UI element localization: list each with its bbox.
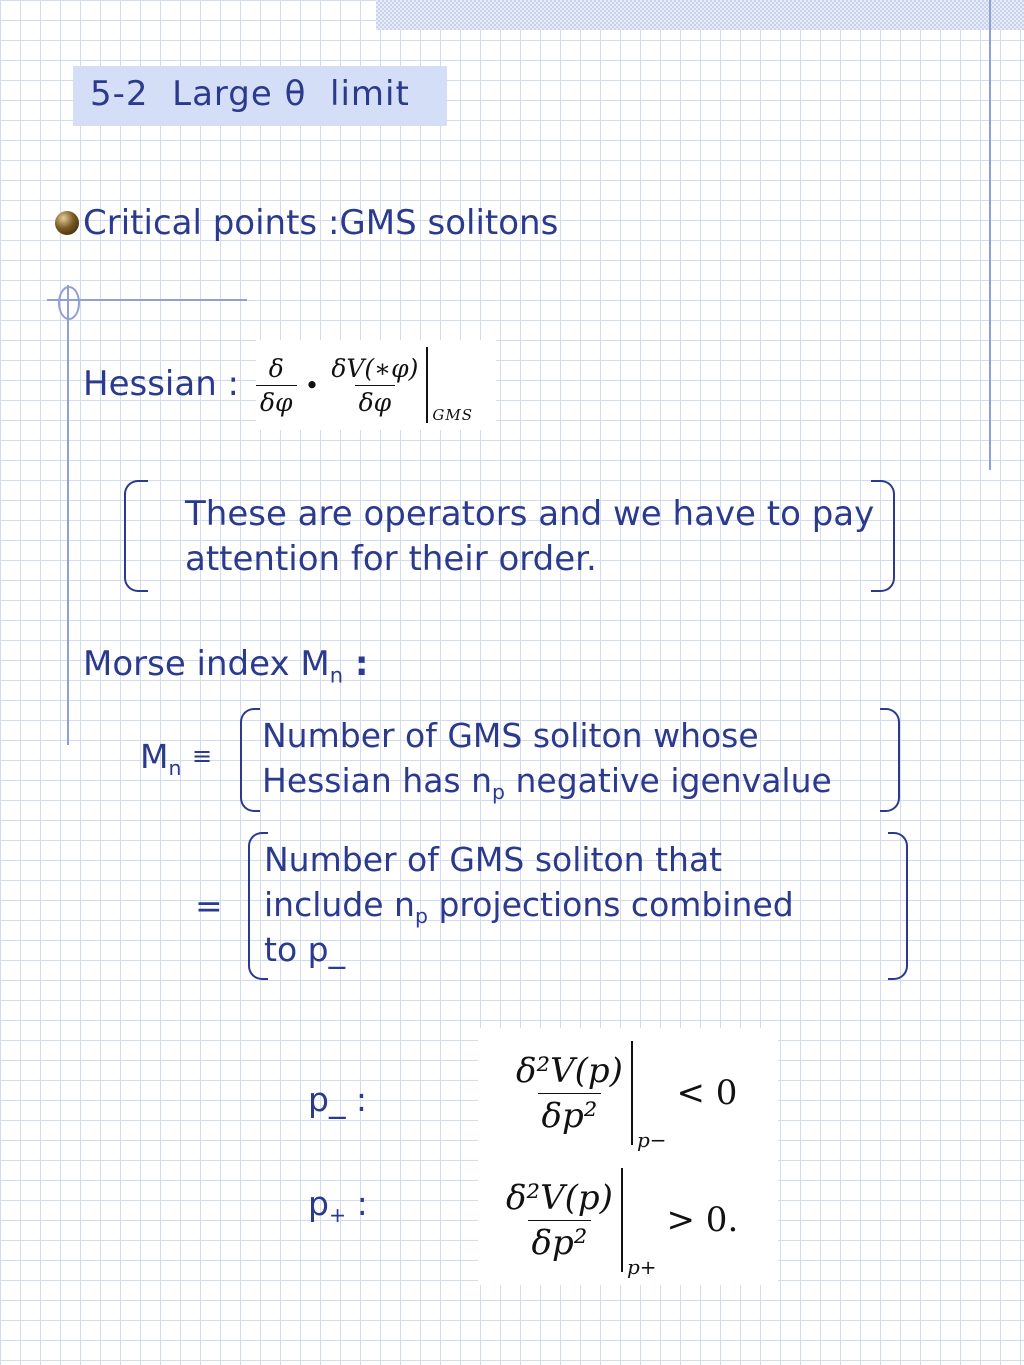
- mn-eq-line-3: to p_: [264, 930, 346, 969]
- mn-def-line-2: Hessian has $n_p$ negative igenvalue: [262, 761, 832, 805]
- p-minus-label: p_ :: [308, 1080, 368, 1119]
- hessian-label: Hessian :: [83, 364, 240, 404]
- bullet-heading: Critical points :GMS solitons: [83, 203, 559, 243]
- p-minus-formula: [478, 1028, 778, 1158]
- left-vertical-rule: [67, 285, 69, 745]
- mn-def-line-1: Number of GMS soliton whose: [262, 716, 759, 755]
- hessian-frac-2-den: δφ: [355, 385, 396, 417]
- note-right-bracket: [871, 480, 895, 592]
- note-line-2: attention for their order.: [185, 539, 597, 579]
- p-minus-eval: p−: [636, 1128, 667, 1152]
- hessian-frac-2: [327, 354, 422, 417]
- top-decorative-band: [376, 0, 1024, 30]
- mn-lhs: $M_n$ ≡: [140, 737, 213, 781]
- p-plus-eval: p+: [626, 1255, 657, 1279]
- p-plus-num: δ²V(p): [506, 1177, 613, 1218]
- slide-title: 5-2 Large θ limit: [90, 74, 410, 114]
- p-plus-den: δp²: [528, 1220, 592, 1263]
- hessian-frac-1: [256, 354, 297, 417]
- mn-eq-sign: =: [195, 886, 223, 925]
- mn-def-right-bracket: [880, 708, 900, 812]
- mn-eq-line-1: Number of GMS soliton that: [264, 840, 723, 879]
- mn-def-left-bracket: [240, 708, 260, 812]
- p-minus-relation: < 0: [676, 1073, 738, 1113]
- note-left-bracket: [124, 480, 148, 592]
- evaluation-bar: [426, 347, 428, 423]
- p-plus-formula: [478, 1155, 778, 1285]
- hessian-formula: [256, 340, 496, 430]
- hessian-frac-1-num: δ: [268, 353, 284, 383]
- p-minus-eval-bar: [631, 1041, 633, 1145]
- p-plus-label: $p_+$ :: [308, 1184, 368, 1228]
- rule-circle-ornament: [58, 286, 80, 320]
- p-minus-den: δp²: [538, 1093, 602, 1136]
- hessian-frac-1-den: δφ: [256, 385, 297, 417]
- p-plus-eval-bar: [621, 1168, 623, 1272]
- note-line-1: These are operators and we have to pay: [185, 494, 875, 534]
- mn-eq-line-2: include $n_p$ projections combined: [264, 885, 794, 929]
- p-minus-num: δ²V(p): [516, 1050, 623, 1091]
- p-minus-frac: [512, 1051, 627, 1136]
- p-plus-relation: > 0.: [666, 1200, 739, 1240]
- morse-index-label: Morse index $M_n$ :: [83, 644, 369, 688]
- right-vertical-rule: [989, 0, 991, 470]
- bullet-sphere-icon: [55, 211, 79, 235]
- hessian-dot: •: [304, 370, 320, 400]
- hessian-frac-2-num: δV(∗φ): [331, 353, 419, 383]
- hessian-subscript: GMS: [432, 406, 474, 424]
- p-plus-frac: [502, 1178, 617, 1263]
- mn-eq-right-bracket: [888, 832, 908, 980]
